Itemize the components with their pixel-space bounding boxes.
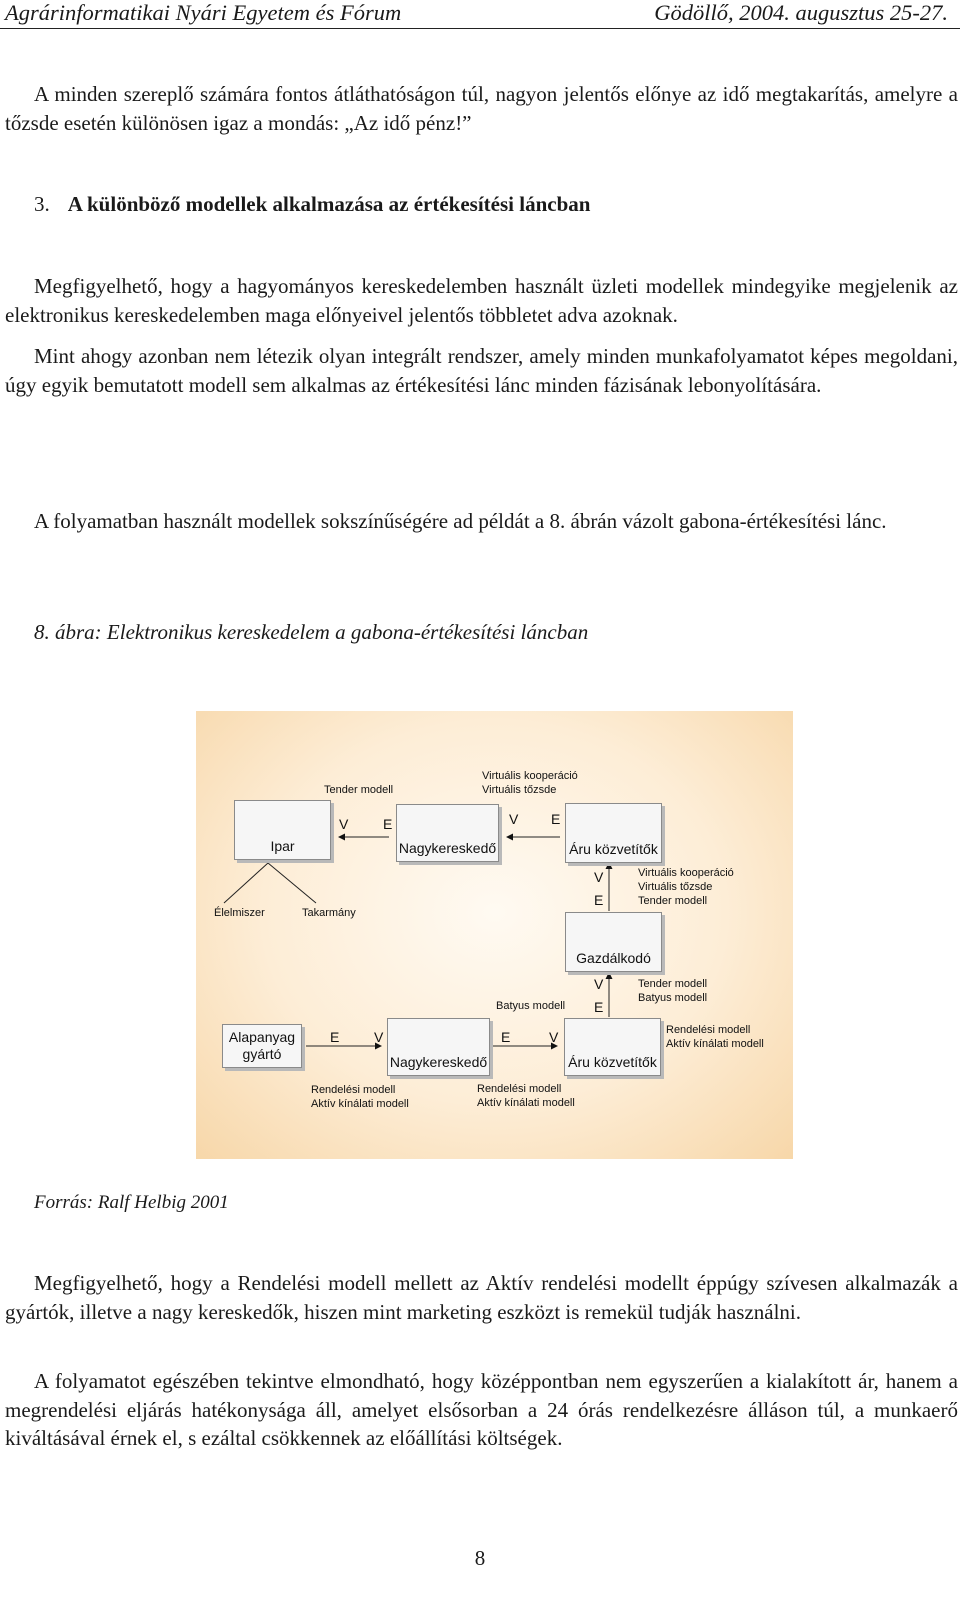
label-rendelesi-mid-1: Rendelési modell (477, 1083, 562, 1095)
page-number: 8 (474, 1546, 486, 1570)
paragraph: A folyamatot egészében tekintve elmondható, hogy középpontban nem egyszerűen a kialakított ár, hanem a megrendelési eljárás hatékonysága áll, amelyet elsősorban a 24 órás rendelkezésre álláson túl, a munkaerő kiváltásával érnek el, s ezáltal csökkennek az előállítási költségek. (5, 1369, 958, 1450)
label-elelmiszer: Élelmiszer (214, 907, 265, 919)
value-chain-diagram (196, 711, 793, 1159)
label-tender-top: Tender modell (324, 784, 394, 796)
flow-v: V (549, 1029, 559, 1045)
flow-e: E (383, 816, 393, 832)
branch-line-takarmany (268, 863, 316, 903)
box-alapanyag-gyarto: Alapanyag gyártó (222, 1024, 302, 1068)
label-virt-top-2: Virtuális tőzsde (482, 784, 557, 796)
box-nagykereskedo-bottom: Nagykereskedő (387, 1018, 490, 1076)
header-left: Agrárinformatikai Nyári Egyetem és Fórum (5, 0, 402, 25)
flow-v: V (339, 816, 349, 832)
running-header (0, 0, 960, 30)
box-aru-kozvetitok-bottom: Áru közvetítők (564, 1018, 661, 1076)
label-tender-batyus-1: Tender modell (638, 978, 708, 990)
flow-v: V (594, 869, 604, 885)
flow-e: E (551, 811, 561, 827)
label-virt-top-1: Virtuális kooperáció (482, 770, 578, 782)
label-rendelesi-mid-2: Aktív kínálati modell (477, 1097, 575, 1109)
paragraph: A minden szereplő számára fontos átláthatóságon túl, nagyon jelentős előnye az idő megtakarítás, amelyre a tőzsde esetén különösen igaz a mondás: „Az idő pénz!” (5, 82, 958, 135)
section-number: 3. (34, 192, 50, 216)
label-rendelesi-left-2: Aktív kínálati modell (311, 1098, 409, 1110)
section-heading (34, 190, 590, 218)
label-virt-right-3: Tender modell (638, 895, 708, 907)
flow-e: E (594, 999, 604, 1015)
paragraph: Megfigyelhető, hogy a Rendelési modell mellett az Aktív rendelési modellt éppúgy szívesen alkalmazák a gyártók, illetve a nagy kereskedők, hiszen mint marketing eszközt is remekül tudják használni. (5, 1271, 958, 1324)
label-virt-right-2: Virtuális tőzsde (638, 881, 713, 893)
flow-e: E (330, 1029, 340, 1045)
label-virt-right-1: Virtuális kooperáció (638, 867, 734, 879)
label-batyus: Batyus modell (496, 1000, 566, 1012)
paragraph: A folyamatban használt modellek sokszínűségére ad példát a 8. ábrán vázolt gabona-értékesítési lánc. (34, 509, 887, 533)
label-tender-batyus-2: Batyus modell (638, 992, 708, 1004)
box-aru-kozvetitok-top: Áru közvetítők (565, 803, 662, 863)
label-takarmany: Takarmány (302, 907, 356, 919)
label-rendelesi-right-1: Rendelési modell (666, 1024, 751, 1036)
label-rendelesi-right-2: Aktív kínálati modell (666, 1038, 764, 1050)
box-nagykereskedo-top: Nagykereskedő (396, 804, 499, 862)
flow-e: E (594, 892, 604, 908)
paragraph: Mint ahogy azonban nem létezik olyan integrált rendszer, amely minden munkafolyamatot képes megoldani, úgy egyik bemutatott modell sem alkalmas az értékesítési lánc minden fázisának lebonyolítására. (5, 344, 958, 397)
header-right: Gödöllő, 2004. augusztus 25-27. (654, 0, 948, 25)
section-title: A különböző modellek alkalmazása az értékesítési láncban (67, 192, 591, 216)
figure-source: Forrás: Ralf Helbig 2001 (34, 1192, 229, 1213)
flow-e: E (501, 1029, 511, 1045)
flow-v: V (374, 1029, 384, 1045)
paragraph: Megfigyelhető, hogy a hagyományos kereskedelemben használt üzleti modellek mindegyike megjelenik az elektronikus kereskedelemben maga előnyeivel jelentős többletet adva azoknak. (5, 274, 958, 327)
label-rendelesi-left-1: Rendelési modell (311, 1084, 396, 1096)
flow-v: V (594, 976, 604, 992)
box-ipar: Ipar (234, 800, 331, 860)
flow-v: V (509, 811, 519, 827)
box-gazdalkodo: Gazdálkodó (565, 912, 662, 972)
header-rule (0, 28, 960, 29)
figure-caption: 8. ábra: Elektronikus kereskedelem a gabona-értékesítési láncban (34, 620, 589, 644)
branch-line-elelmiszer (224, 863, 268, 903)
